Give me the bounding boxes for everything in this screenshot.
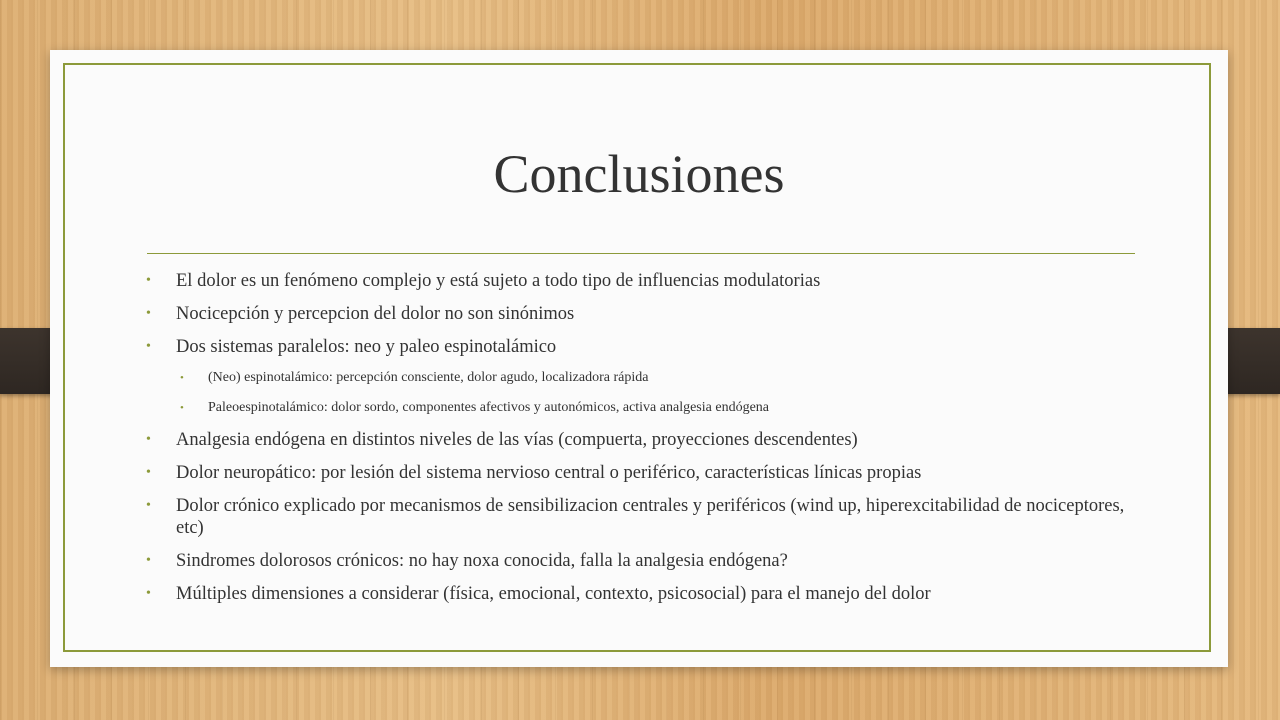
title-divider (147, 253, 1135, 254)
bullet-dot-icon: • (146, 498, 151, 513)
bullet-dot-icon: • (146, 586, 151, 601)
list-item-text: Nocicepción y percepcion del dolor no son sinónimos (176, 304, 575, 324)
list-item (146, 336, 1146, 358)
bullet-dot-icon: • (146, 465, 151, 480)
sub-list-item (146, 399, 1146, 417)
bullet-dot-icon: • (146, 273, 151, 288)
list-item-text: Dos sistemas paralelos: neo y paleo espinotalámico (176, 337, 557, 357)
list-item (146, 550, 1146, 572)
bullet-dot-icon: • (180, 402, 184, 414)
list-item-text: Dolor crónico explicado por mecanismos de sensibilizacion centrales y periféricos (wind up, hiperexcitabilidad de nociceptores, etc) (176, 496, 1125, 538)
list-item (146, 429, 1146, 451)
bullet-dot-icon: • (146, 339, 151, 354)
bullet-dot-icon: • (146, 432, 151, 447)
list-item (146, 462, 1146, 484)
bullet-dot-icon: • (146, 306, 151, 321)
list-item-text: Analgesia endógena en distintos niveles de las vías (compuerta, proyecciones descendentes) (176, 430, 858, 450)
bullet-list (146, 270, 1146, 616)
list-item (146, 583, 1146, 605)
list-item (146, 270, 1146, 292)
sub-list-item-text: (Neo) espinotalámico: percepción consciente, dolor agudo, localizadora rápida (208, 370, 649, 385)
list-item-text: Sindromes dolorosos crónicos: no hay noxa conocida, falla la analgesia endógena? (176, 551, 788, 571)
list-item (146, 495, 1146, 539)
sub-list-item (146, 369, 1146, 387)
slide-title: Conclusiones (493, 144, 785, 204)
list-item-text: Dolor neuropático: por lesión del sistema nervioso central o periférico, características línicas propias (176, 463, 922, 483)
slide (50, 50, 1228, 667)
list-item-text: El dolor es un fenómeno complejo y está sujeto a todo tipo de influencias modulatorias (176, 271, 821, 291)
list-item-text: Múltiples dimensiones a considerar (física, emocional, contexto, psicosocial) para el manejo del dolor (176, 584, 931, 604)
list-item (146, 303, 1146, 325)
bullet-dot-icon: • (146, 553, 151, 568)
bullet-dot-icon: • (180, 372, 184, 384)
sub-list-item-text: Paleoespinotalámico: dolor sordo, componentes afectivos y autonómicos, activa analgesia endógena (208, 400, 769, 415)
